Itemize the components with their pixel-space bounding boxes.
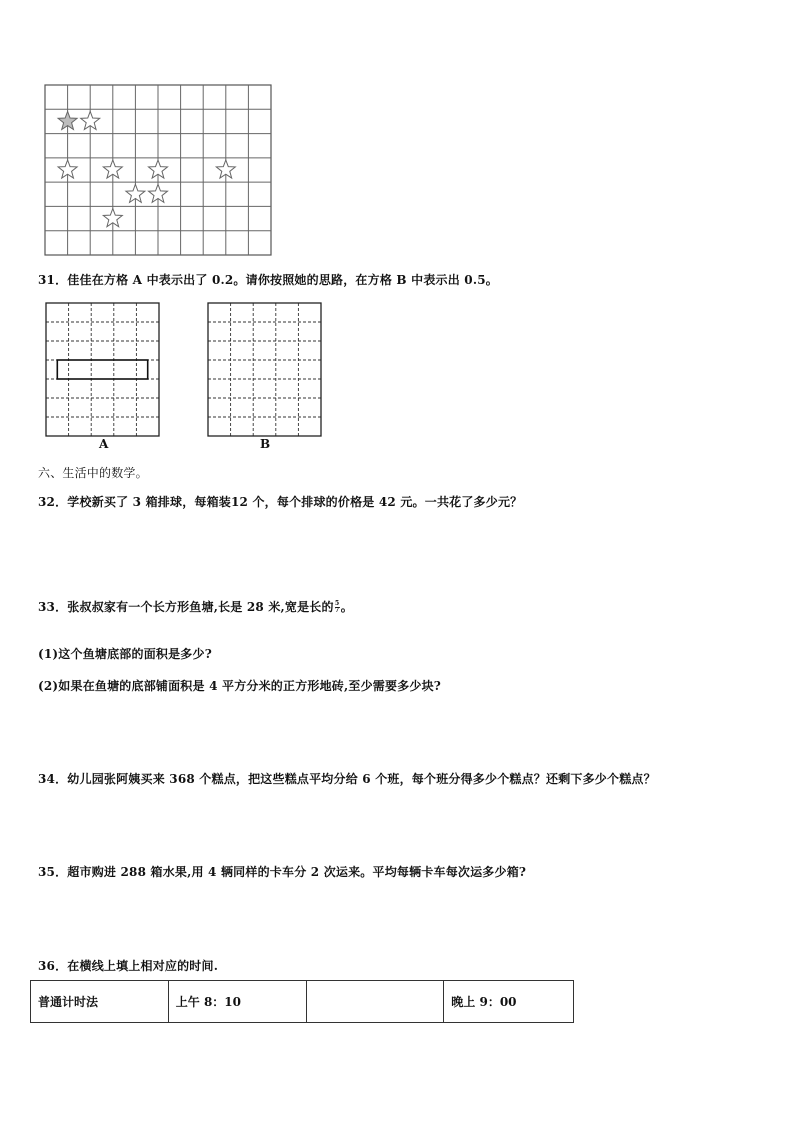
section-6-heading: 六、生活中的数学。: [38, 466, 148, 480]
grid-a-svg: [44, 301, 162, 439]
star-grid: [44, 84, 272, 256]
fraction-five-sevenths: [335, 601, 340, 614]
grid-a-label: A: [99, 437, 109, 451]
question-34: 34．幼儿园张阿姨买来 368 个糕点，把这些糕点平均分给 6 个班，每个班分得多少个糕点？还剩下多少个糕点？: [38, 772, 656, 786]
question-33: [38, 598, 353, 615]
time-cell-morning: 上午 8：10: [168, 981, 306, 1023]
time-cell-evening: 晚上 9：00: [444, 981, 574, 1023]
question-33-sub1: (1)这个鱼塘底部的面积是多少?: [38, 647, 212, 661]
question-32: 32．学校新买了 3 箱排球，每箱装12 个，每个排球的价格是 42 元。一共花了多少元？: [38, 495, 523, 509]
question-36: 36．在横线上填上相对应的时间.: [38, 959, 219, 973]
time-cell-blank-input[interactable]: [306, 981, 444, 1023]
time-table-row: [31, 981, 574, 1023]
time-table: [30, 980, 574, 1023]
question-35: 35．超市购进 288 箱水果,用 4 辆同样的卡车分 2 次运来。平均每辆卡车每次运多少箱?: [38, 865, 527, 879]
time-cell-label: 普通计时法: [31, 981, 169, 1023]
grid-b-svg: [206, 301, 324, 439]
grid-b-border: [208, 303, 321, 436]
grid-a-highlight: [57, 360, 147, 379]
question-33-text: 33．张叔叔家有一个长方形鱼塘,长是 28 米,宽是长的: [38, 600, 334, 614]
question-33-sub2: (2)如果在鱼塘的底部铺面积是 4 平方分米的正方形地砖,至少需要多少块?: [38, 679, 442, 693]
grid-b-label: B: [260, 437, 271, 451]
fraction-numerator: 5: [335, 600, 340, 607]
question-31: 31．佳佳在方格 A 中表示出了 0.2。请你按照她的思路，在方格 B 中表示出 0.5。: [38, 273, 498, 287]
grid-b[interactable]: [206, 301, 324, 439]
fraction-denominator: 7: [335, 607, 340, 614]
grid-a-border: [46, 303, 159, 436]
question-33-end: 。: [340, 600, 353, 614]
grid-a[interactable]: [44, 301, 162, 439]
star-grid-svg: [44, 84, 272, 256]
